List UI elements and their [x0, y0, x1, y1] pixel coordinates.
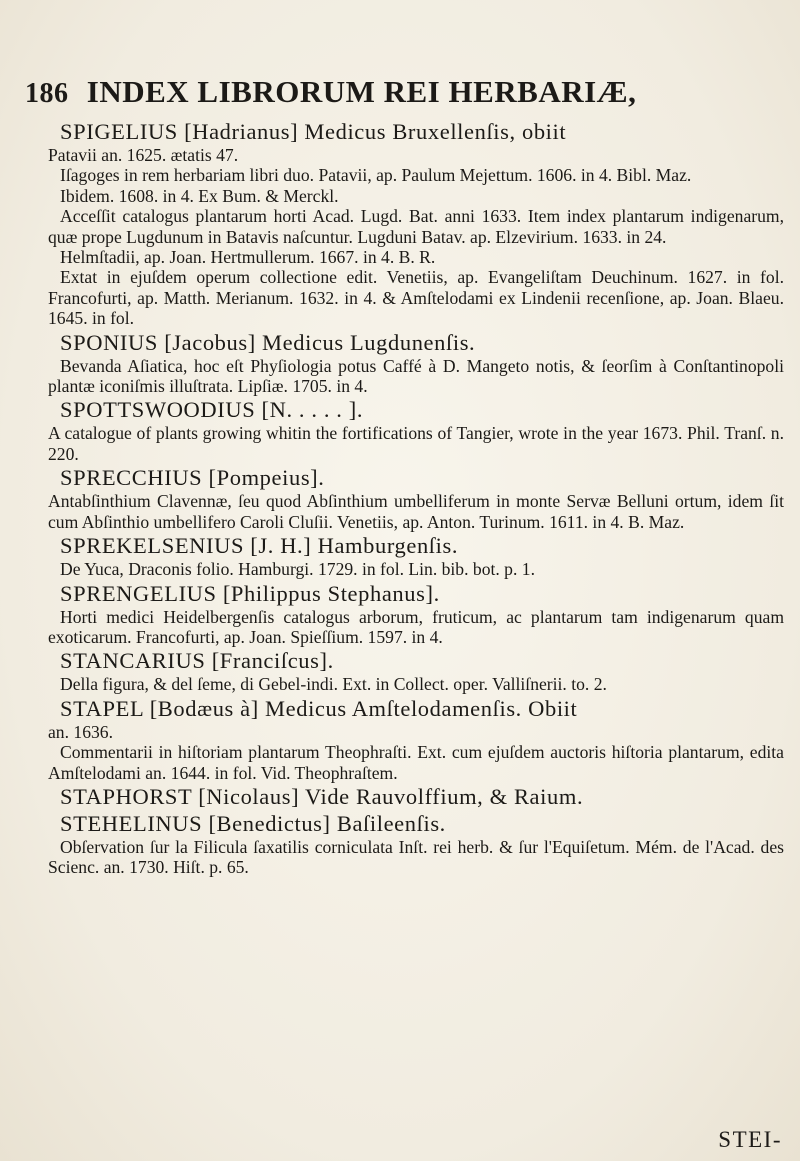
- index-entry: [48, 329, 784, 397]
- entry-heading: SPREKELSENIUS [J. H.] Hamburgenſis.: [60, 533, 459, 559]
- entry-text: Patavii an. 1625. ætatis 47.: [48, 145, 239, 165]
- index-entry: [48, 695, 784, 783]
- entry-text: Iſagoges in rem herbariam libri duo. Patavii, ap. Paulum Mejettum. 1606. in 4. Bibl. Maz.: [60, 165, 692, 186]
- entry-heading: STANCARIUS [Franciſcus].: [60, 648, 334, 674]
- index-entries: [48, 118, 784, 878]
- index-entry: [48, 783, 784, 810]
- entry-text: Antabſinthium Clavennæ, ſeu quod Abſinthium umbelliferum in monte Servæ Belluni ortum, idem ſit cum Abſinthio umbellifero Caroli Cluſii. Venetiis, ap. Anton. Turinum. 1611. in 4. B. Maz.: [48, 491, 784, 532]
- entry-text: De Yuca, Draconis folio. Hamburgi. 1729. in fol. Lin. bib. bot. p. 1.: [60, 559, 535, 580]
- index-entry: [48, 396, 784, 464]
- entry-text: Della figura, & del ſeme, di Gebel-indi. Ext. in Collect. oper. Valliſnerii. to. 2.: [60, 674, 607, 695]
- index-entry: [48, 647, 784, 694]
- index-entry: [48, 118, 784, 329]
- entry-text: Bevanda Aſiatica, hoc eſt Phyſiologia potus Caffé à D. Mangeto notis, & ſeorſim à Conſtantinopoli plantæ iconiſmis illuſtrata. Lipſiæ. 1705. in 4.: [48, 355, 784, 397]
- entry-heading: SPIGELIUS [Hadrianus] Medicus Bruxellenſis, obiit: [60, 119, 567, 144]
- entry-heading: SPRECCHIUS [Pompeius].: [60, 465, 325, 491]
- entry-text: Extat in ejuſdem operum collectione edit. Venetiis, ap. Evangeliſtam Deuchinum. 1627. in fol. Francofurti, ap. Matth. Merianum. 1632. in 4. & Amſtelodami ex Lindenii recenſione, ap. Joan. Blaeu. 1645. in fol.: [48, 267, 784, 329]
- index-entry: [48, 810, 784, 878]
- page-title: INDEX LIBRORUM REI HERBARIÆ,: [86, 74, 637, 109]
- index-entry: [48, 532, 784, 579]
- page-number: 186: [25, 78, 69, 109]
- entry-text: Helmſtadii, ap. Joan. Hertmullerum. 1667. in 4. B. R.: [60, 247, 436, 268]
- entry-heading: SPONIUS [Jacobus] Medicus Lugdunenſis.: [60, 329, 476, 355]
- entry-heading: STAPHORST [Nicolaus] Vide Rauvolffium, & Raium.: [60, 783, 584, 809]
- entry-text: Acceſſit catalogus plantarum horti Acad. Lugd. Bat. anni 1633. Item index plantarum indigenarum, quæ prope Lugdunum in Batavis naſcuntur. Lugduni Batav. ap. Elzevirium. 1633. in 24.: [48, 206, 784, 247]
- entry-heading: STEHELINUS [Benedictus] Baſileenſis.: [60, 810, 446, 836]
- entry-text: an. 1636.: [48, 721, 113, 742]
- running-header: [25, 74, 785, 110]
- entry-text: Obſervation ſur la Filicula ſaxatilis corniculata Inſt. rei herb. & ſur l'Equiſetum. Mém. de l'Acad. des Scienc. an. 1730. Hiſt. p. 65.: [48, 836, 784, 878]
- index-entry: [48, 464, 784, 532]
- entry-heading: STAPEL [Bodæus à] Medicus Amſtelodamenſis. Obiit: [60, 695, 578, 721]
- entry-text: Commentarii in hiſtoriam plantarum Theophraſti. Ext. cum ejuſdem auctoris hiſtoria plantarum, edita Amſtelodami an. 1644. in fol. Vid. Theophraſtem.: [48, 742, 784, 783]
- entry-text: Horti medici Heidelbergenſis catalogus arborum, fruticum, ac plantarum tam indigenarum quam exoticarum. Francofurti, ap. Joan. Spieſſium. 1597. in 4.: [48, 606, 784, 647]
- entry-text: A catalogue of plants growing whitin the fortifications of Tangier, wrote in the year 1673. Phil. Tranſ. n. 220.: [48, 423, 784, 464]
- entry-heading: SPOTTSWOODIUS [N. . . . . ].: [60, 397, 364, 423]
- catchword: STEI-: [718, 1127, 782, 1152]
- index-entry: [48, 580, 784, 648]
- entry-text: Ibidem. 1608. in 4. Ex Bum. & Merckl.: [60, 185, 339, 206]
- entry-heading: SPRENGELIUS [Philippus Stephanus].: [60, 580, 440, 606]
